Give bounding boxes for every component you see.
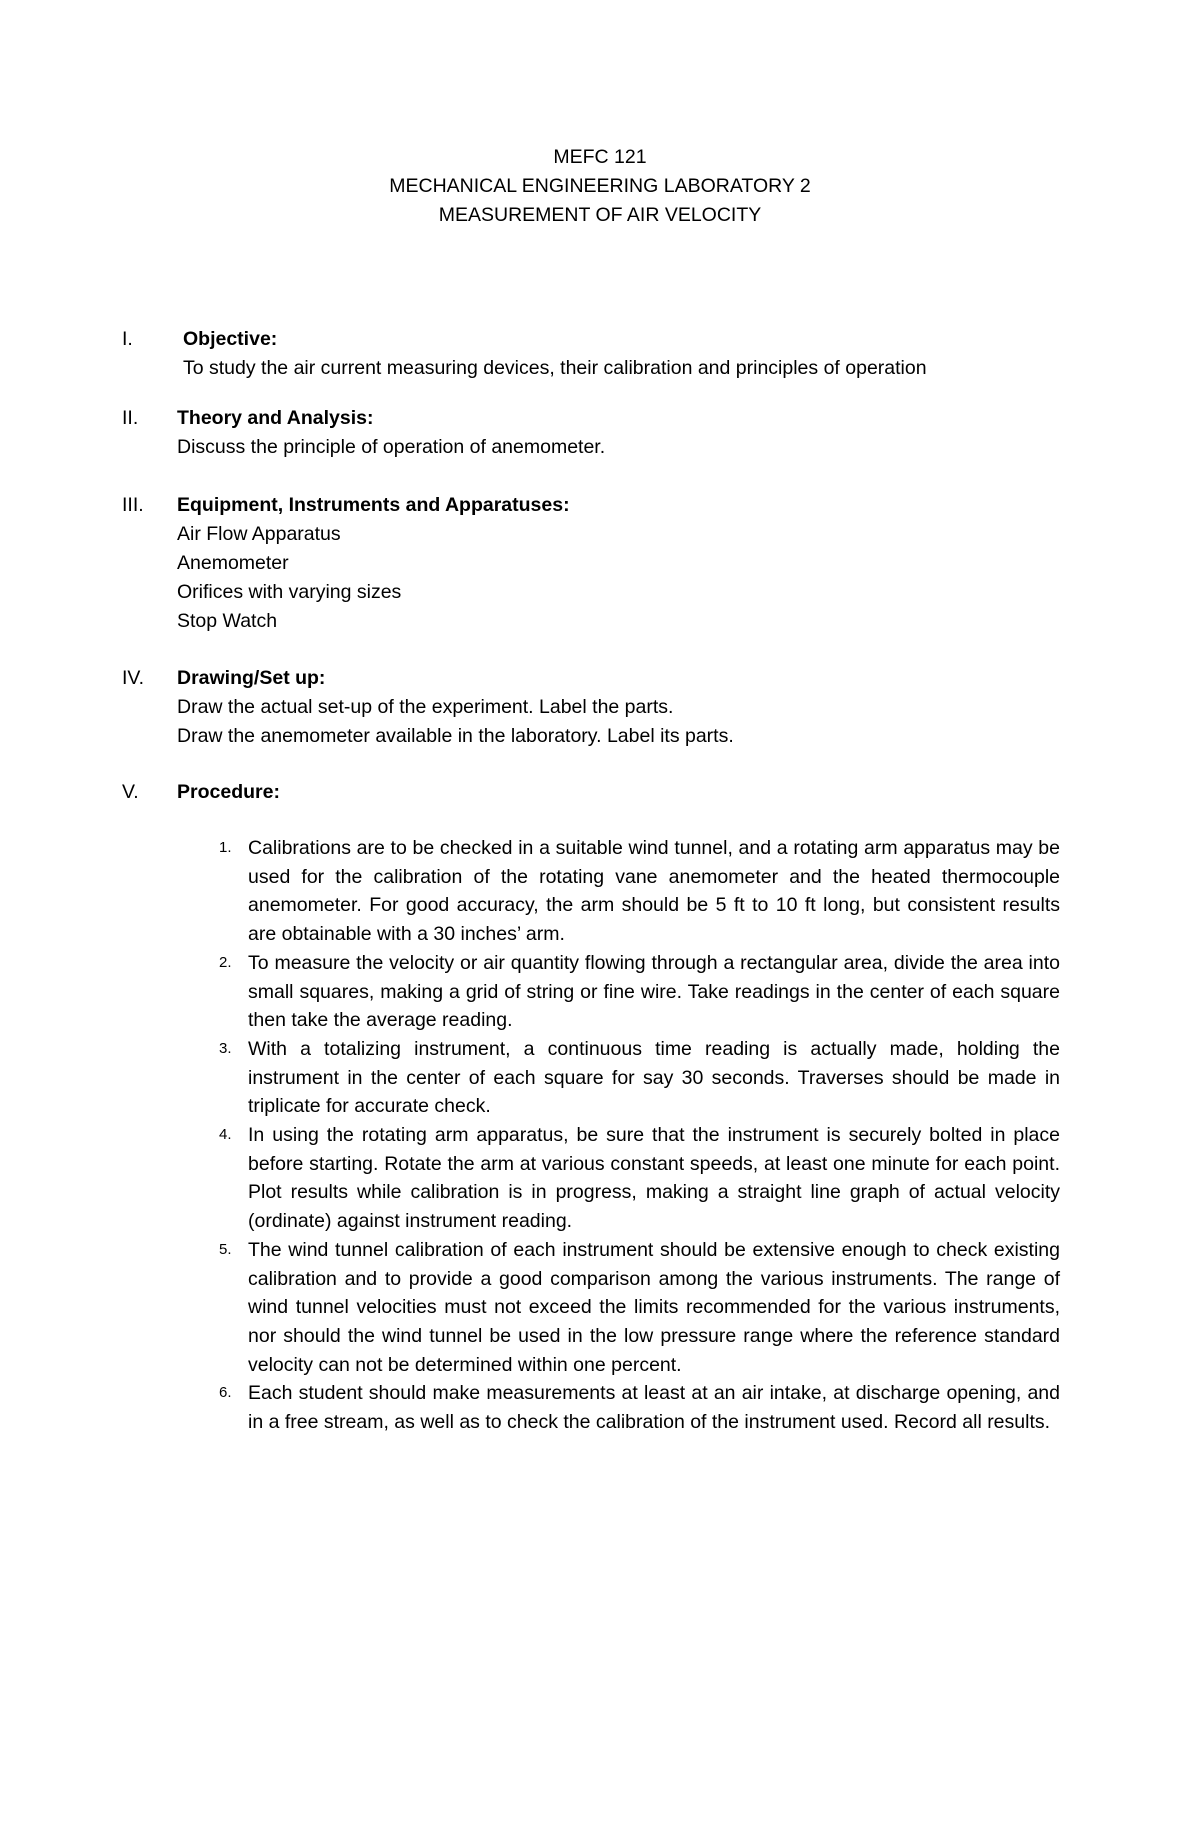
procedure-step-number: 5. (219, 1240, 232, 1258)
section-line: To study the air current measuring devices, their calibration and principles of operation (183, 357, 927, 379)
procedure-step-number: 1. (219, 839, 232, 856)
section-numeral: III. (122, 494, 144, 516)
equipment-item: Stop Watch (177, 610, 278, 632)
course-code: MEFC 121 (553, 146, 647, 168)
procedure-step-number: 4. (219, 1126, 232, 1144)
procedure-step-number: 3. (219, 1039, 232, 1057)
experiment-title: MEASUREMENT OF AIR VELOCITY (438, 204, 762, 226)
section-line: Draw the anemometer available in the laboratory. Label its parts. (177, 725, 734, 747)
section-line: Discuss the principle of operation of anemometer. (177, 436, 606, 458)
section-title: Procedure: (177, 781, 280, 803)
section-numeral: V. (122, 781, 139, 803)
procedure-step (0, 1379, 1200, 1436)
section-title: Theory and Analysis: (177, 407, 374, 429)
procedure-step-text: Calibrations are to be checked in a suitable wind tunnel, and a rotating arm apparatus may be used for the calibration of the rotating vane anemometer and the heated thermocouple anemometer. For good accuracy, the arm should be 5 ft to 10 ft long, but consistent results are obtainable with a 30 inches’ arm. (248, 837, 1060, 946)
section-numeral: I. (122, 328, 133, 350)
procedure-step-number: 6. (219, 1384, 232, 1402)
procedure-step-text: Each student should make measurements at least at an air intake, at discharge opening, and in a free stream, as well as to check the calibration of the instrument used. Record all results. (248, 1382, 1060, 1434)
procedure-step-text: With a totalizing instrument, a continuous time reading is actually made, holding the instrument in the center of each square for say 30 seconds. Traverses should be made in triplicate for accurate check. (248, 1037, 1060, 1118)
procedure-step-text: To measure the velocity or air quantity flowing through a rectangular area, divide the area into small squares, making a grid of string or fine wire. Take readings in the center of each square then take the average reading. (248, 951, 1060, 1032)
procedure-step-number: 2. (219, 953, 232, 971)
document-header (0, 143, 1200, 230)
section-line: Draw the actual set-up of the experiment. Label the parts. (177, 696, 674, 718)
procedure-step-text: The wind tunnel calibration of each instrument should be extensive enough to check existing calibration and to provide a good comparison among the various instruments. The range of wind tunnel velocities must not exceed the limits recommended for the various instruments, nor should the wind tunnel be used in the low pressure range where the reference standard velocity can not be determined within one percent. (248, 1238, 1060, 1376)
procedure-step-text: In using the rotating arm apparatus, be sure that the instrument is securely bolted in place before starting. Rotate the arm at various constant speeds, at least one minute for each point. Plot results while calibration is in progress, making a straight line graph of actual velocity (ordinate) against instrument reading. (248, 1124, 1060, 1233)
procedure-list (0, 834, 1200, 1437)
equipment-item: Anemometer (177, 552, 289, 574)
procedure-step (0, 1121, 1200, 1236)
procedure-step (0, 834, 1200, 949)
equipment-item: Air Flow Apparatus (177, 523, 341, 545)
procedure-step (0, 1236, 1200, 1380)
procedure-step (0, 1035, 1200, 1121)
section-title: Objective: (183, 328, 278, 350)
course-title: MECHANICAL ENGINEERING LABORATORY 2 (389, 175, 811, 197)
equipment-item: Orifices with varying sizes (177, 581, 402, 603)
section-title: Equipment, Instruments and Apparatuses: (177, 494, 570, 516)
section-title: Drawing/Set up: (177, 667, 326, 689)
section-numeral: IV. (122, 667, 145, 689)
section-numeral: II. (122, 407, 139, 429)
procedure-step (0, 949, 1200, 1035)
